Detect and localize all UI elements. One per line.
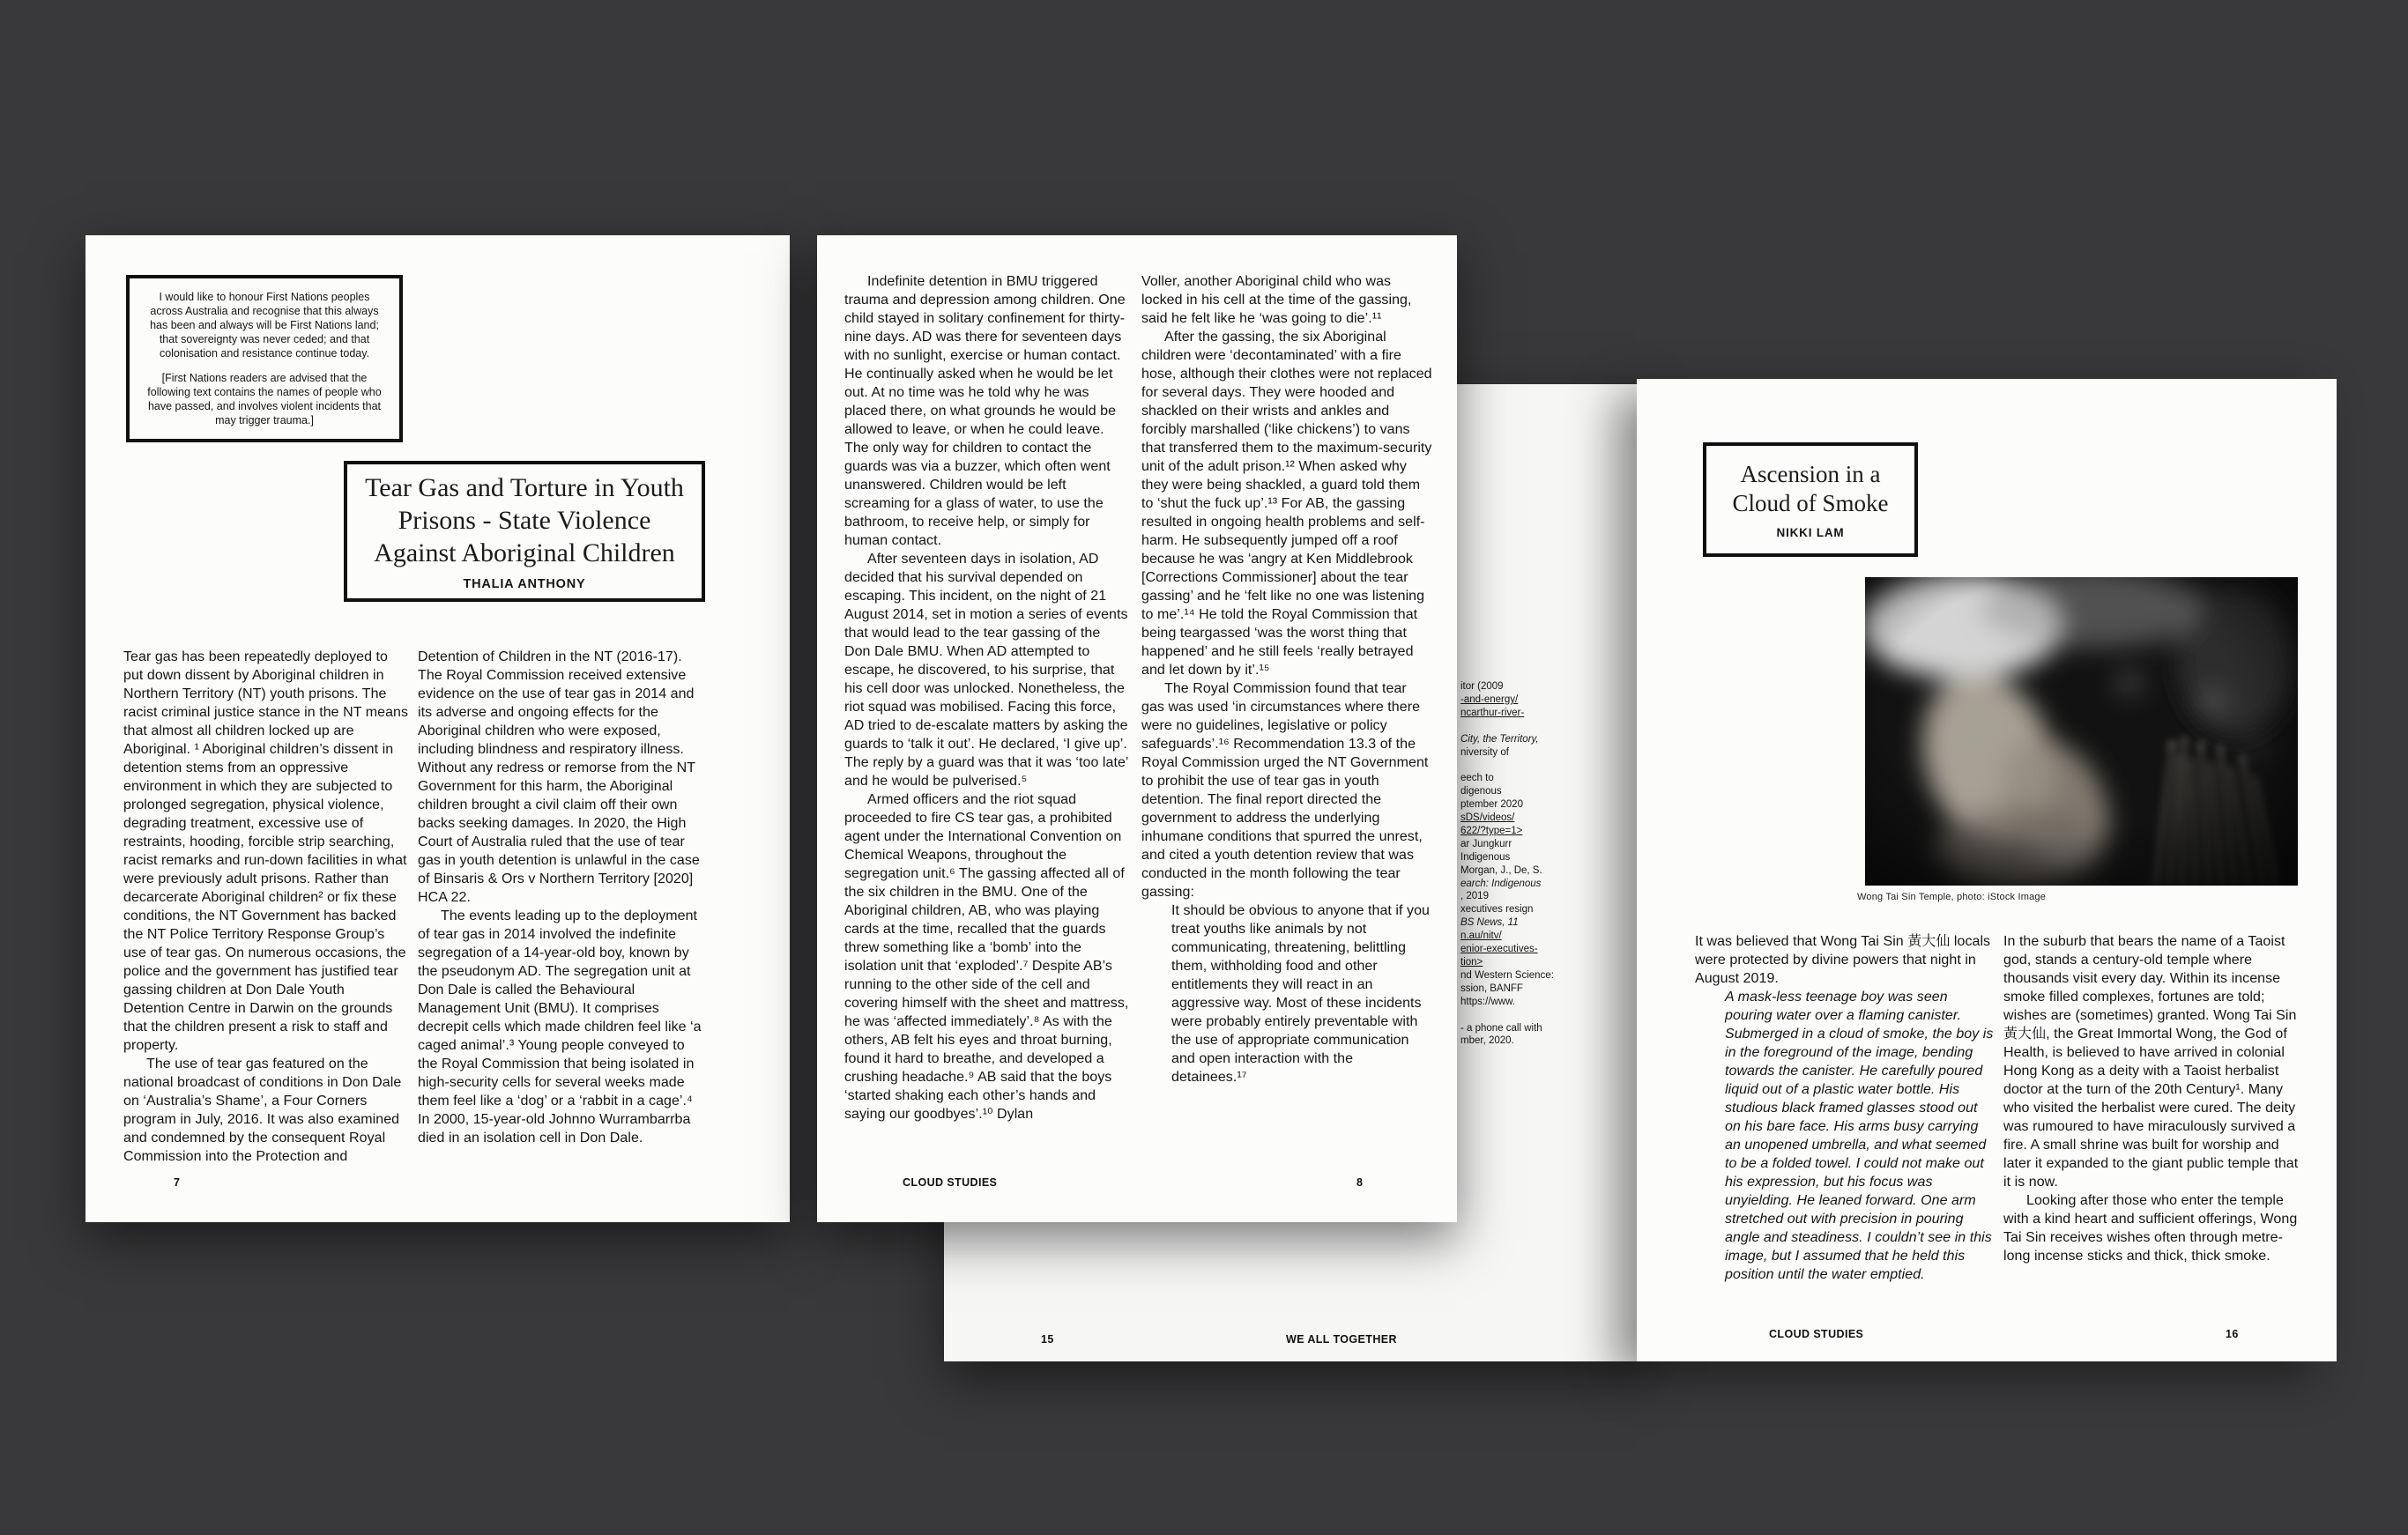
endnote-fragment: earch: Indigenous xyxy=(1460,878,1542,889)
endnote-fragments xyxy=(1460,680,1633,1048)
text-column xyxy=(418,648,703,1147)
paragraph: Indefinite detention in BMU triggered trauma and depression among children. One child stayed in solitary confinement for thirty-nine days. AD was there for seventeen days with no sunlight, exercise or human contact. He continually asked when he would be let out. At no time was he told why he was placed there, on what grounds he would be allowed to leave, or when he could leave. The only way for children to contact the guards was via a buzzer, which often went unanswered. Children would be left screaming for a glass of water, to use the bathroom, to receive help, or simply for human contact. xyxy=(844,274,1126,548)
page-number: 16 xyxy=(2226,1328,2239,1340)
acknowledgment-box xyxy=(126,275,403,442)
endnote-fragment xyxy=(1460,720,1633,733)
endnote-fragment-link: 622/?type=1> xyxy=(1460,825,1523,836)
article-title-box xyxy=(1703,442,1918,557)
endnote-fragment: xecutives resign xyxy=(1460,904,1534,916)
paragraph: The Royal Commission found that tear gas was used ‘in circumstances where there were no guidelines, legislative or policy safeguards’.¹⁶ Recommendation 13.3 of the Royal Commission urged the NT Government to prohibit the use of tear gas in youth detention. The final report directed the government to address the underlying inhumane conditions that spurred the unrest, and cited a youth detention review that was conducted in the month following the tear gassing: xyxy=(1141,681,1429,900)
article-byline: NIKKI LAM xyxy=(1776,526,1845,539)
endnote-fragment: niversity of xyxy=(1460,746,1509,758)
page-number: 8 xyxy=(1356,1176,1364,1189)
paragraph: Armed officers and the riot squad proceeded to fire CS tear gas, a prohibited agent under the International Convention on Chemical Weapons, throughout the segregation unit.⁶ The gassing affected all of the six children in the BMU. One of the Aboriginal children, AB, who was playing cards at the time, recalled that the guards threw something like a ‘bomb’ into the isolation unit that ‘exploded’.⁷ Despite AB’s running to the other side of the cell and covering himself with the sheet and mattress, he was ‘affected immediately’.⁸ As with the others, AB felt his eyes and throat burning, found it hard to breathe, and developed a crushing headache.⁹ AB said that the boys ‘started shaking each other’s hands and saying our goodbyes’.¹⁰ Dylan xyxy=(844,792,1129,1122)
endnote-fragment: ptember 2020 xyxy=(1460,799,1523,811)
endnote-fragment: - a phone call with xyxy=(1460,1022,1542,1034)
photo-caption: Wong Tai Sin Temple, photo: iStock Image xyxy=(1857,892,2047,902)
endnote-fragment: BS News, 11 xyxy=(1460,917,1519,929)
journal-footer: WE ALL TOGETHER xyxy=(1286,1333,1397,1346)
acknowledgment-text: I would like to honour First Nations peoples across Australia and recognise that this always has been and always will be First Nations land; that sovereignty was never ceded; and that colonisation and resistance continue today. xyxy=(150,291,379,360)
page16-sheet xyxy=(1637,379,2337,1361)
endnote-fragment: digenous xyxy=(1460,786,1502,797)
endnote-fragment: Indigenous xyxy=(1460,851,1511,863)
endnote-fragment-link: n.au/nitv/ xyxy=(1460,931,1502,942)
paragraph: Looking after those who enter the temple with a kind heart and sufficient offerings, Wong Tai Sin receives wishes often through metre-long incense sticks and thick, thick smoke. xyxy=(2003,1193,2298,1264)
endnote-fragment: ssion, BANFF xyxy=(1460,983,1523,994)
endnote-fragment: eech to xyxy=(1460,773,1494,784)
endnote-fragment: City, the Territory, xyxy=(1460,733,1539,745)
page-number: 15 xyxy=(1041,1333,1054,1346)
paragraph: Detention of Children in the NT (2016-17). The Royal Commission received extensive evidence on the use of tear gas in 2014 and its adverse and ongoing effects for the Aboriginal children who were exposed, including blindness and respiratory illness. Without any redress or remorse from the NT Government for this harm, the Aboriginal children brought a civil claim off their own backs seeking damages. In 2020, the High Court of Australia ruled that the use of tear gas in youth detention is unlawful in the case of Binsaris & Ors v Northern Territory [2020] HCA 22. xyxy=(418,649,700,905)
article-title: Tear Gas and Torture in Youth Prisons - State Violence Against Aboriginal Children xyxy=(365,473,684,567)
temple-photo-graphic xyxy=(1865,577,2298,886)
endnote-fragment-link: -and-energy/ xyxy=(1460,693,1519,705)
text-column xyxy=(123,648,409,1166)
endnote-fragment-link: ncarthur-river- xyxy=(1460,707,1525,718)
journal-footer: CLOUD STUDIES xyxy=(1769,1328,1864,1340)
text-column xyxy=(844,272,1130,1123)
endnote-fragment-link: sDS/videos/ xyxy=(1460,812,1515,824)
trigger-warning-text: [First Nations readers are advised that the following text contains the names of people who have passed, and involves violent incidents that may trigger trauma.] xyxy=(147,372,382,426)
paragraph: The use of tear gas featured on the national broadcast of conditions in Don Dale on ‘Australia’s Shame’, a Four Corners program in July, 2016. It was also examined and condemned by the consequent Royal Commission into the Protection and xyxy=(123,1057,402,1164)
page8-sheet xyxy=(817,235,1457,1222)
paragraph: It was believed that Wong Tai Sin 黃大仙 locals were protected by divine powers that night in August 2019. xyxy=(1695,934,1991,986)
endnote-fragment: mber, 2020. xyxy=(1460,1035,1514,1047)
paragraph: Tear gas has been repeatedly deployed to put down dissent by Aboriginal children in Northern Territory (NT) youth prisons. The racist criminal justice stance in the NT means that almost all children locked up are Aboriginal. ¹ Aboriginal children’s dissent in detention stems from an oppressive environment in which they are subjected to prolonged segregation, physical violence, degrading treatment, excessive use of restraints, hooding, forcible strip searching, racist remarks and run-down facilities in what were previously adult prisons. Rather than decarcerate Aboriginal children² or fix these conditions, the NT Government has backed the NT Police Territory Response Group’s use of tear gas. On numerous occasions, the police and the government has justified tear gassing children at Don Dale Youth Detention Centre in Darwin on the grounds that the children present a risk to staff and property. xyxy=(123,649,409,1053)
article-byline: THALIA ANTHONY xyxy=(463,577,586,591)
text-column xyxy=(1141,272,1432,1086)
paragraph: In the suburb that bears the name of a Taoist god, stands a century-old temple where thousands visit every day. Within its incense smoke filled complexes, fortunes are told; wishes are (sometimes) granted. Wong Tai Sin 黃大仙, the Great Immortal Wong, the God of Health, is believed to have arrived in colonial Hong Kong as a deity with a Taoist herbalist doctor at the turn of the 20th Century¹. Many who visited the herbalist were cured. The deity was rumoured to have miraculously survived a fire. A small shrine was built for worship and later it expanded to the giant public temple that it is now. xyxy=(2003,934,2299,1190)
endnote-fragment-link: tion> xyxy=(1460,957,1483,968)
endnote-fragment: itor (2009 xyxy=(1460,681,1504,692)
paragraph: After the gassing, the six Aboriginal children were ‘decontaminated’ with a fire hose, although their clothes were not replaced for several days. They were hooded and shackled on their wrists and ankles and forcibly marshalled (‘like chickens’) to vans that transferred them to the maximum-security unit of the adult prison.¹² When asked why they were being shackled, a guard told them to ‘shut the fuck up’.¹³ For AB, the gassing resulted in ongoing health problems and self-harm. He subsequently jumped off a roof because he was ‘angry at Ken Middlebrook [Corrections Commissioner] about the tear gassing’ and he ‘felt like no one was listening to me’.¹⁴ He told the Royal Commission that being teargassed ‘was the worst thing that happened’ and he still feels ‘really betrayed and let down by it’.¹⁵ xyxy=(1141,330,1432,678)
article-title-box xyxy=(344,461,705,602)
text-column xyxy=(1695,932,1995,1284)
journal-footer: CLOUD STUDIES xyxy=(903,1176,998,1189)
endnote-fragment: nd Western Science: xyxy=(1460,969,1554,981)
article-title: Ascension in a Cloud of Smoke xyxy=(1732,461,1889,516)
endnote-fragment: ar Jungkurr xyxy=(1460,838,1512,849)
paragraph: After seventeen days in isolation, AD decided that his survival depended on escaping. This incident, on the night of 21 August 2014, set in motion a series of events that would lead to the tear gassing of the Don Dale BMU. When AD attempted to escape, he discovered, to his surprise, that his cell door was unlocked. Nonetheless, the riot squad was mobilised. Facing this force, AD tried to de-escalate matters by asking the guards to ‘talk it out’. He declared, ‘I give up’. The reply by a guard was that it was ‘too late’ and he would be pulverised.⁵ xyxy=(844,552,1128,789)
block-quote: It should be obvious to anyone that if you treat youths like animals by not communicating, threatening, belittling them, withholding food and other entitlements they will react in an aggressive way. Most of these incidents were probably entirely preventable with the use of appropriate communication and open interaction with the detainees.¹⁷ xyxy=(1171,903,1430,1085)
endnote-fragment: https://www. xyxy=(1460,996,1515,1007)
endnote-fragment-link: enior-executives- xyxy=(1460,944,1538,955)
block-quote: A mask-less teenage boy was seen pouring water over a flaming canister. Submerged in a cloud of smoke, the boy is in the foreground of the image, bending towards the canister. He carefully poured liquid out of a plastic water bottle. His studious black framed glasses stood out on his bare face. His arms busy carrying an unopened umbrella, and what seemed to be a folded towel. I could not make out his expression, but his focus was unyielding. He leaned forward. One arm stretched out with precision in pouring angle and steadiness. I couldn’t see in this image, but I assumed that he held this position until the water emptied. xyxy=(1725,990,1994,1282)
text-column xyxy=(2003,932,2301,1265)
endnote-fragment: , 2019 xyxy=(1460,891,1489,902)
endnote-fragment xyxy=(1460,1009,1633,1022)
paragraph: Voller, another Aboriginal child who was locked in his cell at the time of the gassing, said he felt like he ‘was going to die’.¹¹ xyxy=(1141,274,1412,326)
endnote-fragment xyxy=(1460,759,1633,772)
page-number: 7 xyxy=(174,1176,181,1189)
paragraph: The events leading up to the deployment of tear gas in 2014 involved the indefinite segregation of a 14-year-old boy, known by the pseudonym AD. The segregation unit at Don Dale is called the Behavioural Management Unit (BMU). It comprises decrepit cells which made children feel like ‘a caged animal’.³ Young people conveyed to the Royal Commission that being isolated in high-security cells for several weeks made them feel like a ‘dog’ or a ‘rabbit in a cage’.⁴ In 2000, 15-year-old Johnno Wurrambarrba died in an isolation cell in Don Dale. xyxy=(418,908,702,1146)
page7-sheet xyxy=(85,235,790,1222)
endnote-fragment: Morgan, J., De, S. xyxy=(1460,864,1542,876)
wong-tai-sin-photo xyxy=(1865,577,2298,886)
